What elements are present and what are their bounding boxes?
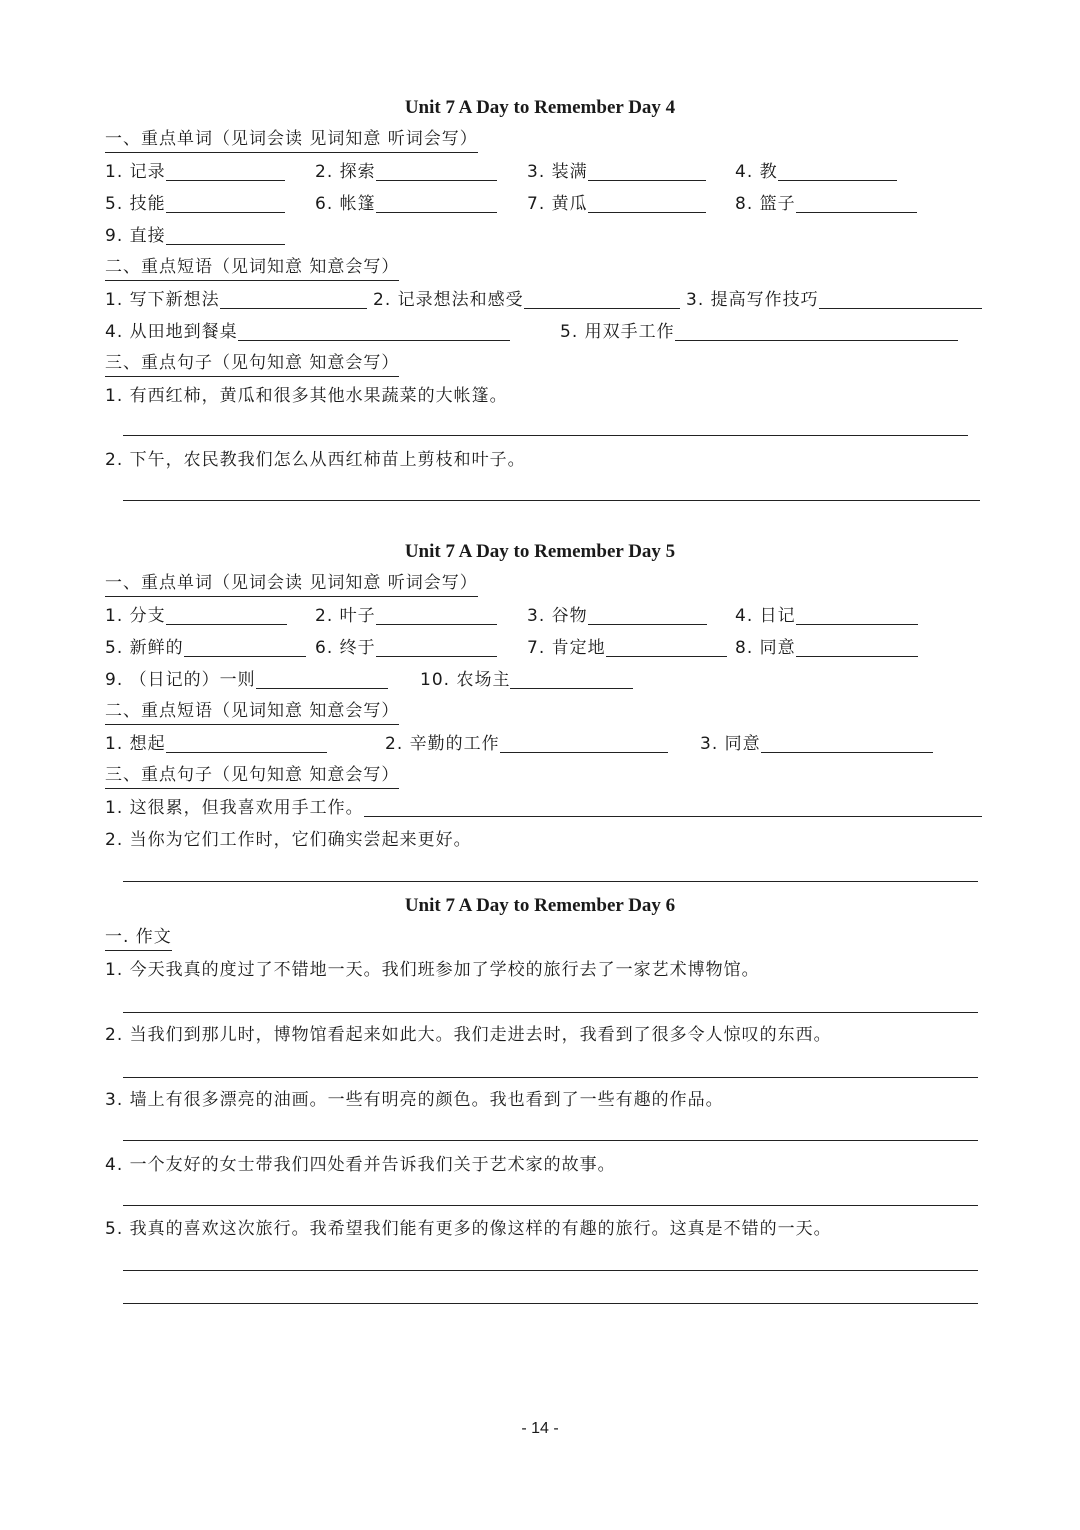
item-prompt: 10. 农场主 <box>420 670 511 690</box>
item-prompt: 2. 探索 <box>315 162 376 182</box>
item-prompt: 1. 写下新想法 <box>105 290 220 310</box>
item-prompt: 9. 直接 <box>105 226 166 246</box>
item-prompt: 2. 辛勤的工作 <box>385 734 500 754</box>
answer-blank[interactable] <box>166 160 285 181</box>
section-heading: 三、重点句子（见句知意 知意会写） <box>105 351 399 377</box>
word-item <box>105 222 285 248</box>
answer-blank[interactable] <box>675 320 958 341</box>
answer-blank[interactable] <box>796 192 917 213</box>
answer-line[interactable] <box>123 1270 978 1271</box>
answer-blank[interactable] <box>364 796 982 817</box>
item-prompt: 7. 肯定地 <box>527 638 606 658</box>
item-prompt: 6. 终于 <box>315 638 376 658</box>
answer-line[interactable] <box>123 1140 978 1141</box>
word-item <box>105 602 287 628</box>
section-heading: 一、重点单词（见词会读 见词知意 听词会写） <box>105 571 478 597</box>
section-heading: 一、重点单词（见词会读 见词知意 听词会写） <box>105 127 478 153</box>
answer-line[interactable] <box>123 1012 978 1013</box>
section-heading: 一. 作文 <box>105 925 172 951</box>
word-item <box>315 190 497 216</box>
item-prompt: 1. 这很累，但我喜欢用手工作。 <box>105 798 364 818</box>
sentence-prompt: 3. 墙上有很多漂亮的油画。一些有明亮的颜色。我也看到了一些有趣的作品。 <box>105 1090 724 1110</box>
section-heading: 二、重点短语（见词知意 知意会写） <box>105 699 399 725</box>
answer-line[interactable] <box>123 1205 978 1206</box>
sentence-item <box>105 794 982 820</box>
sentence-prompt: 2. 当你为它们工作时，它们确实尝起来更好。 <box>105 830 472 850</box>
answer-blank[interactable] <box>819 288 982 309</box>
answer-blank[interactable] <box>166 604 287 625</box>
answer-blank[interactable] <box>256 668 388 689</box>
answer-blank[interactable] <box>500 732 668 753</box>
page-number: - 14 - <box>521 1420 559 1437</box>
answer-blank[interactable] <box>524 288 680 309</box>
section-title: Unit 7 A Day to Remember Day 5 <box>404 541 676 562</box>
word-item <box>105 666 388 692</box>
phrase-item <box>700 730 933 756</box>
sentence-prompt: 2. 当我们到那儿时，博物馆看起来如此大。我们走进去时，我看到了很多令人惊叹的东西。 <box>105 1025 832 1045</box>
section-heading: 二、重点短语（见词知意 知意会写） <box>105 255 399 281</box>
item-prompt: 9. （日记的）一则 <box>105 670 256 690</box>
answer-line[interactable] <box>123 435 968 436</box>
answer-blank[interactable] <box>588 604 707 625</box>
answer-line[interactable] <box>123 881 978 882</box>
item-prompt: 1. 想起 <box>105 734 166 754</box>
section-title: Unit 7 A Day to Remember Day 6 <box>404 895 676 916</box>
word-item <box>735 158 897 184</box>
item-prompt: 3. 装满 <box>527 162 588 182</box>
item-prompt: 3. 提高写作技巧 <box>686 290 819 310</box>
section-title: Unit 7 A Day to Remember Day 4 <box>404 97 676 118</box>
answer-blank[interactable] <box>778 160 897 181</box>
answer-line[interactable] <box>123 1077 978 1078</box>
item-prompt: 8. 同意 <box>735 638 796 658</box>
answer-blank[interactable] <box>238 320 510 341</box>
item-prompt: 4. 从田地到餐桌 <box>105 322 238 342</box>
item-prompt: 4. 日记 <box>735 606 796 626</box>
item-prompt: 2. 叶子 <box>315 606 376 626</box>
item-prompt: 4. 教 <box>735 162 778 182</box>
item-prompt: 3. 谷物 <box>527 606 588 626</box>
word-item <box>735 190 917 216</box>
word-item <box>527 602 707 628</box>
answer-blank[interactable] <box>510 668 633 689</box>
answer-blank[interactable] <box>166 732 327 753</box>
word-item <box>315 602 497 628</box>
word-item <box>105 190 285 216</box>
item-prompt: 5. 新鲜的 <box>105 638 184 658</box>
section-heading: 三、重点句子（见句知意 知意会写） <box>105 763 399 789</box>
sentence-prompt: 1. 今天我真的度过了不错地一天。我们班参加了学校的旅行去了一家艺术博物馆。 <box>105 960 760 980</box>
item-prompt: 3. 同意 <box>700 734 761 754</box>
answer-blank[interactable] <box>796 604 918 625</box>
item-prompt: 5. 技能 <box>105 194 166 214</box>
word-item <box>315 634 497 660</box>
word-item <box>420 666 633 692</box>
item-prompt: 1. 分支 <box>105 606 166 626</box>
answer-line[interactable] <box>123 1303 978 1304</box>
phrase-item <box>373 286 680 312</box>
answer-blank[interactable] <box>588 192 706 213</box>
item-prompt: 8. 篮子 <box>735 194 796 214</box>
item-prompt: 2. 记录想法和感受 <box>373 290 524 310</box>
word-item <box>735 634 918 660</box>
answer-blank[interactable] <box>184 636 306 657</box>
word-item <box>527 190 706 216</box>
answer-blank[interactable] <box>796 636 918 657</box>
phrase-item <box>105 730 327 756</box>
answer-blank[interactable] <box>376 636 497 657</box>
answer-blank[interactable] <box>376 192 497 213</box>
word-item <box>735 602 918 628</box>
word-item <box>105 634 306 660</box>
word-item <box>315 158 497 184</box>
item-prompt: 6. 帐篷 <box>315 194 376 214</box>
word-item <box>527 634 727 660</box>
answer-blank[interactable] <box>588 160 706 181</box>
answer-blank[interactable] <box>761 732 933 753</box>
word-item <box>105 158 285 184</box>
sentence-prompt: 5. 我真的喜欢这次旅行。我希望我们能有更多的像这样的有趣的旅行。这真是不错的一天。 <box>105 1219 832 1239</box>
answer-blank[interactable] <box>166 224 285 245</box>
answer-blank[interactable] <box>166 192 285 213</box>
phrase-item <box>560 318 958 344</box>
sentence-prompt: 4. 一个友好的女士带我们四处看并告诉我们关于艺术家的故事。 <box>105 1155 616 1175</box>
phrase-item <box>105 318 510 344</box>
answer-blank[interactable] <box>376 160 497 181</box>
answer-blank[interactable] <box>606 636 727 657</box>
sentence-prompt: 1. 有西红柿，黄瓜和很多其他水果蔬菜的大帐篷。 <box>105 386 508 406</box>
phrase-item <box>385 730 668 756</box>
answer-blank[interactable] <box>220 288 367 309</box>
sentence-prompt: 2. 下午，农民教我们怎么从西红柿苗上剪枝和叶子。 <box>105 450 526 470</box>
answer-blank[interactable] <box>376 604 497 625</box>
phrase-item <box>105 286 367 312</box>
answer-line[interactable] <box>123 500 980 501</box>
word-item <box>527 158 706 184</box>
item-prompt: 7. 黄瓜 <box>527 194 588 214</box>
phrase-item <box>686 286 982 312</box>
item-prompt: 1. 记录 <box>105 162 166 182</box>
item-prompt: 5. 用双手工作 <box>560 322 675 342</box>
